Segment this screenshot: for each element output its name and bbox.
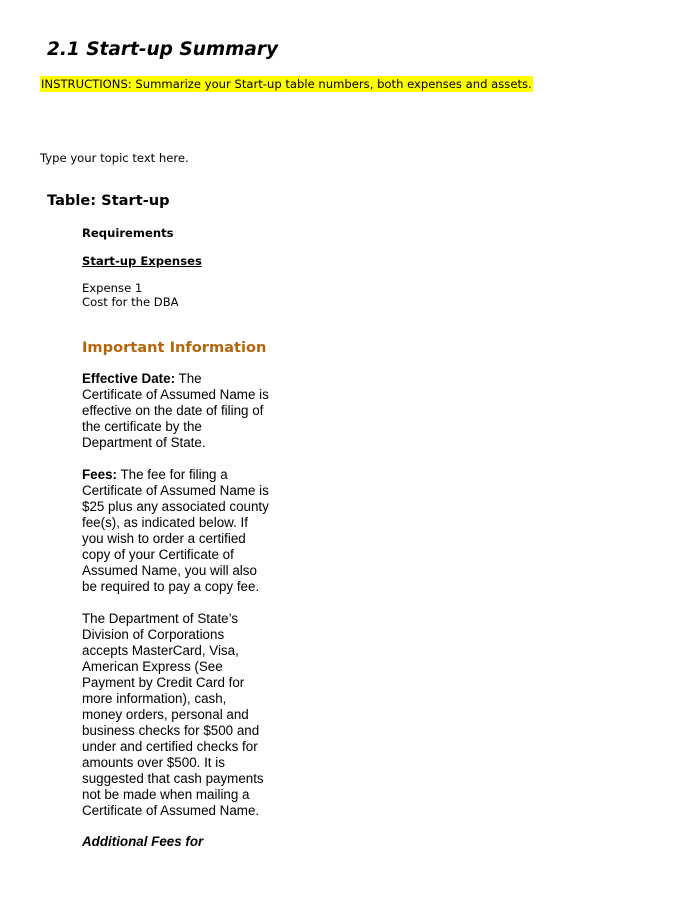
paragraph-line: effective on the date of filing of [82, 403, 264, 418]
paragraph-line: copy of your Certificate of [82, 547, 234, 562]
requirements-label: Requirements [82, 226, 174, 240]
paragraph-text: The fee for filing a [116, 467, 228, 482]
paragraph-line: more information), cash, [82, 691, 227, 706]
section-heading: 2.1 Start-up Summary [47, 39, 279, 60]
expense-item: Cost for the DBA [82, 295, 179, 309]
paragraph-line: suggested that cash payments [82, 771, 264, 786]
paragraph-line: Department of State. [82, 435, 206, 450]
payment-methods-paragraph [82, 611, 272, 819]
paragraph-line: accepts MasterCard, Visa, [82, 643, 239, 658]
paragraph-line [82, 371, 272, 387]
expense-item: Expense 1 [82, 281, 143, 295]
instructions-highlight: INSTRUCTIONS: Summarize your Start-up table numbers, both expenses and assets. [41, 77, 532, 91]
effective-date-paragraph [82, 371, 272, 451]
additional-fees-heading: Additional Fees for [82, 834, 204, 849]
paragraph-line: $25 plus any associated county [82, 499, 269, 514]
paragraph-line: amounts over $500. It is [82, 755, 225, 770]
fees-label: Fees: [82, 467, 117, 482]
startup-expenses-label: Start-up Expenses [82, 254, 202, 268]
paragraph-line: you wish to order a certified [82, 531, 246, 546]
fees-paragraph [82, 467, 272, 595]
paragraph-line: Certificate of Assumed Name is [82, 483, 269, 498]
paragraph-line: Assumed Name, you will also [82, 563, 257, 578]
paragraph-line: Certificate of Assumed Name. [82, 803, 260, 818]
paragraph-line: not be made when mailing a [82, 787, 250, 802]
topic-text-placeholder[interactable]: Type your topic text here. [40, 151, 189, 165]
paragraph-line: Division of Corporations [82, 627, 225, 642]
paragraph-line: business checks for $500 and [82, 723, 260, 738]
table-title: Table: Start-up [47, 192, 170, 209]
paragraph-line: The Department of State’s [82, 611, 239, 626]
paragraph-line: Payment by Credit Card for [82, 675, 245, 690]
paragraph-line: money orders, personal and [82, 707, 249, 722]
important-information-heading: Important Information [82, 339, 267, 356]
paragraph-line: under and certified checks for [82, 739, 258, 754]
paragraph-line: fee(s), as indicated below. If [82, 515, 248, 530]
paragraph-text: The [175, 371, 202, 386]
paragraph-line: the certificate by the [82, 419, 202, 434]
paragraph-line [82, 467, 272, 483]
effective-date-label: Effective Date: [82, 371, 176, 386]
paragraph-line: Certificate of Assumed Name is [82, 387, 269, 402]
paragraph-line: American Express (See [82, 659, 223, 674]
paragraph-line: be required to pay a copy fee. [82, 579, 260, 594]
